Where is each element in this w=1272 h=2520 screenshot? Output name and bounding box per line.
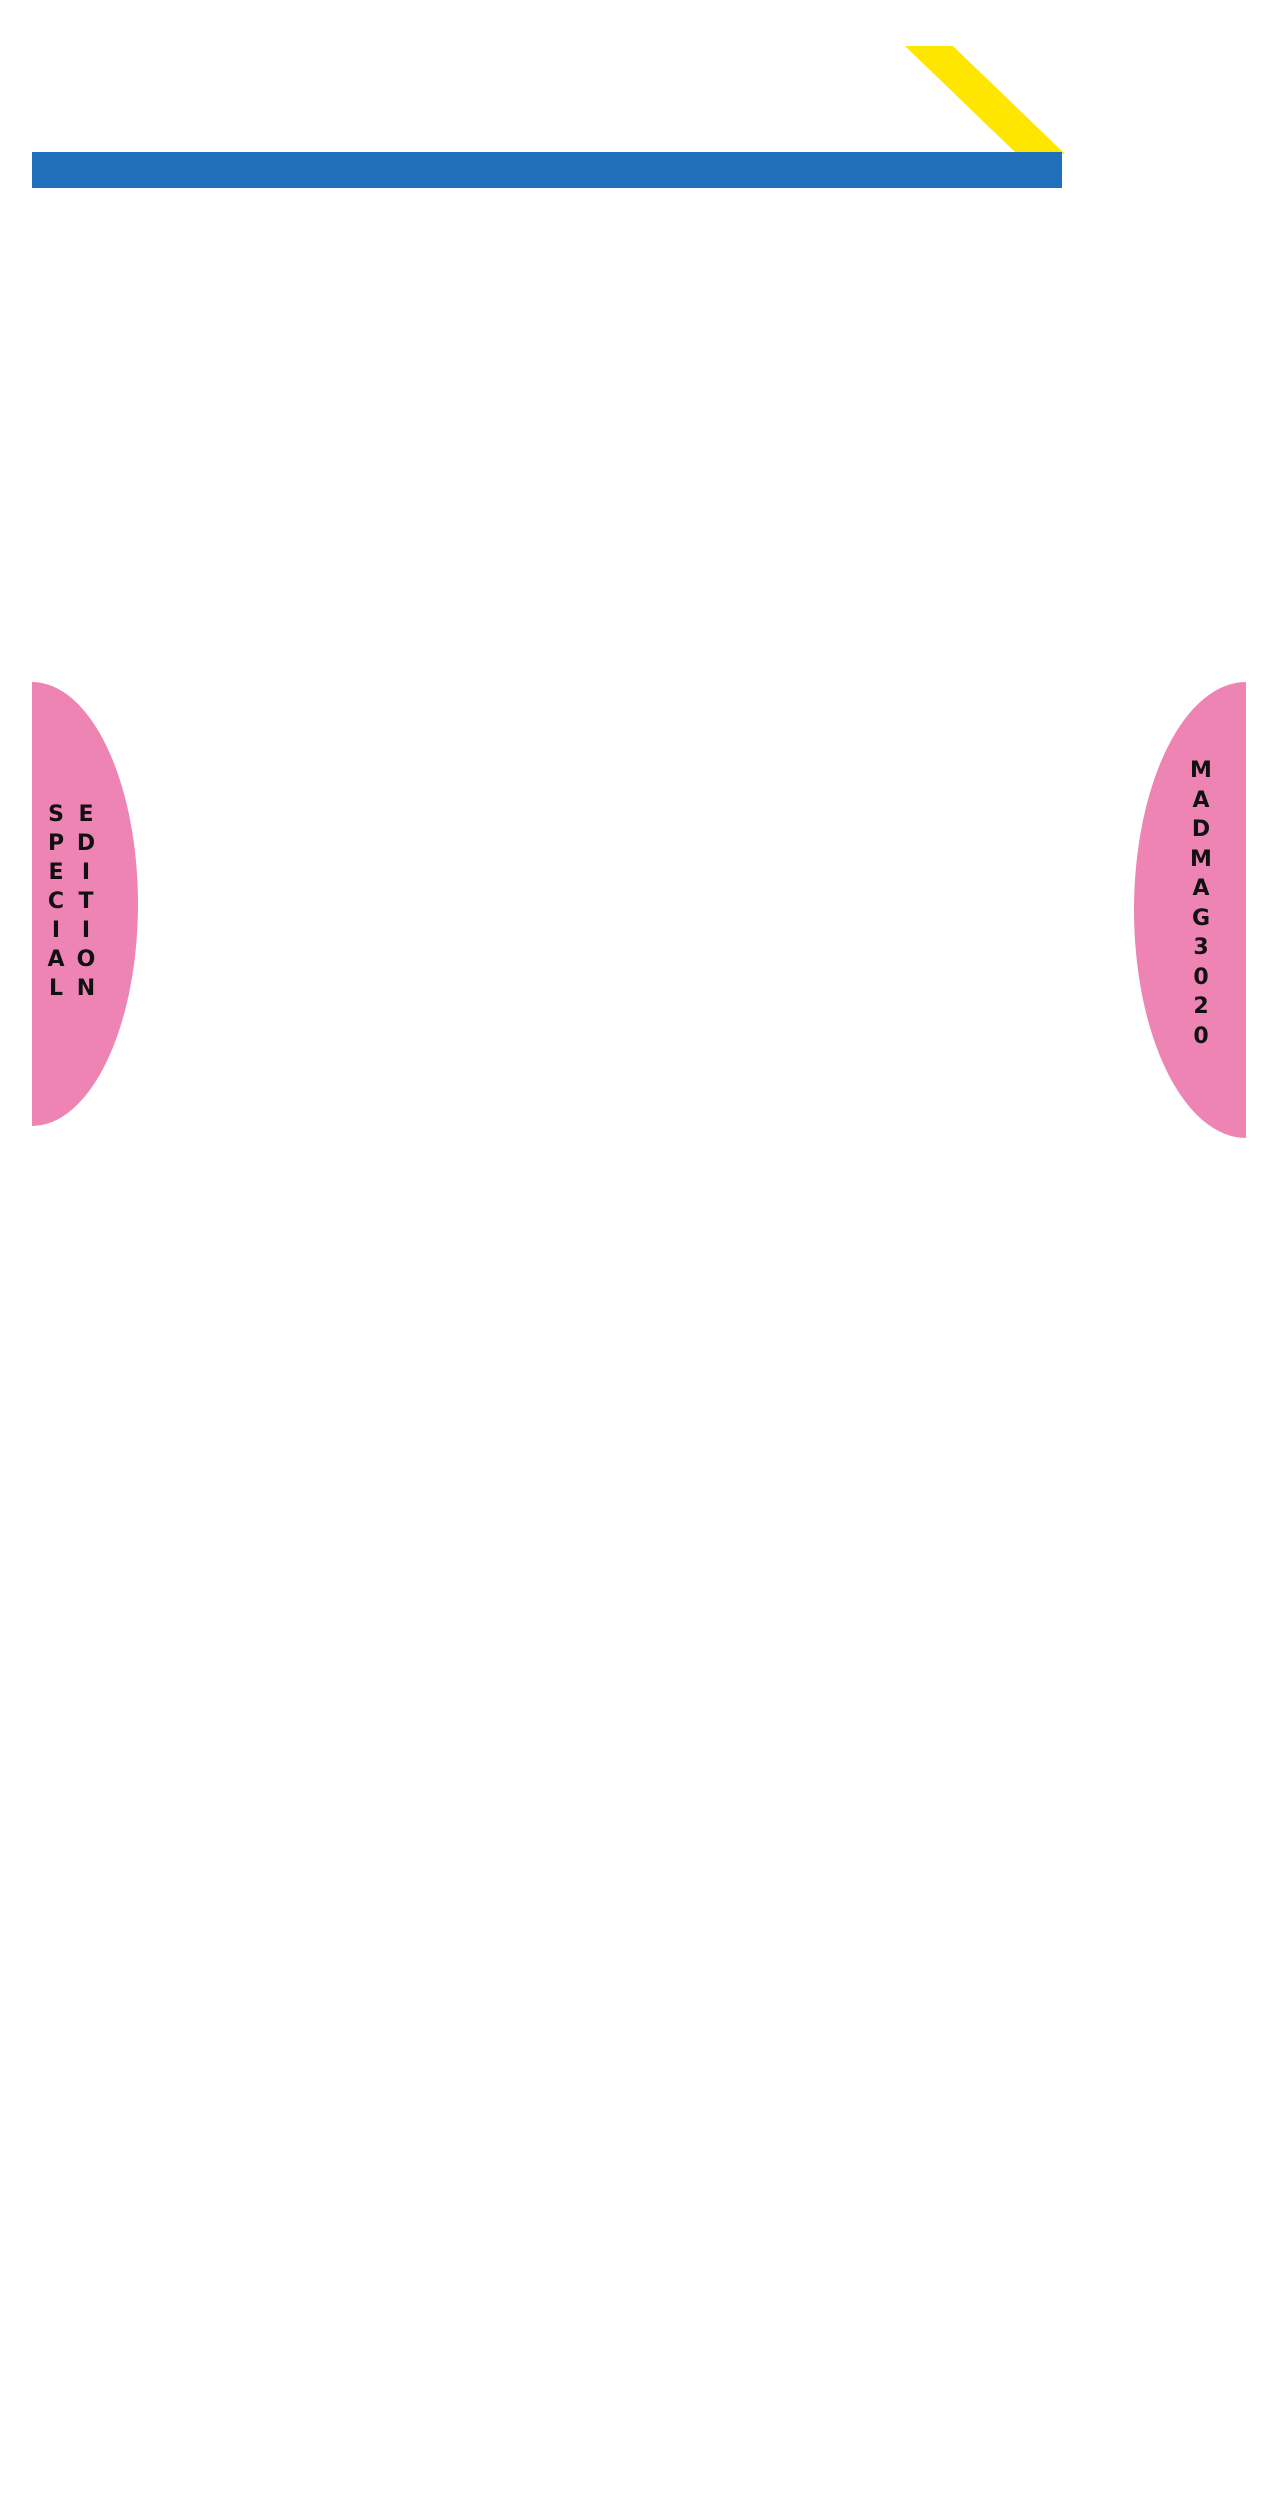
badge-letter: A [47,947,65,972]
badge-letter: T [78,889,94,914]
badge-letter: M [1190,758,1212,783]
badge-letter: 3 [1193,935,1209,960]
top-blue-bar [32,152,1062,188]
top-yellow-stripe [905,46,1065,154]
badge-letter: I [51,918,61,943]
badge-letter: 2 [1193,994,1209,1019]
badge-letter: 0 [1193,1023,1209,1049]
badge-letter: D [76,831,96,856]
badge-letter: I [81,860,91,885]
badge-letter: N [76,976,96,1001]
badge-letter: 0 [1193,964,1209,990]
badge-letter: E [78,802,94,827]
badge-letter: D [1191,817,1211,842]
badge-letter: O [76,947,96,972]
badge-letter: C [47,889,65,914]
badge-letter: P [47,831,65,856]
special-edition-label-col2 [74,800,98,1003]
badge-letter: A [1192,787,1210,813]
badge-letter: G [1191,905,1211,931]
badge-letter: I [81,918,91,943]
badge-letter: M [1190,846,1212,872]
badge-letter: A [1192,876,1210,901]
madmag-label [1188,756,1214,1051]
special-edition-label-col1 [44,800,68,1003]
badge-letter: L [48,976,64,1001]
badge-letter: E [48,860,64,885]
badge-letter: S [48,802,64,827]
